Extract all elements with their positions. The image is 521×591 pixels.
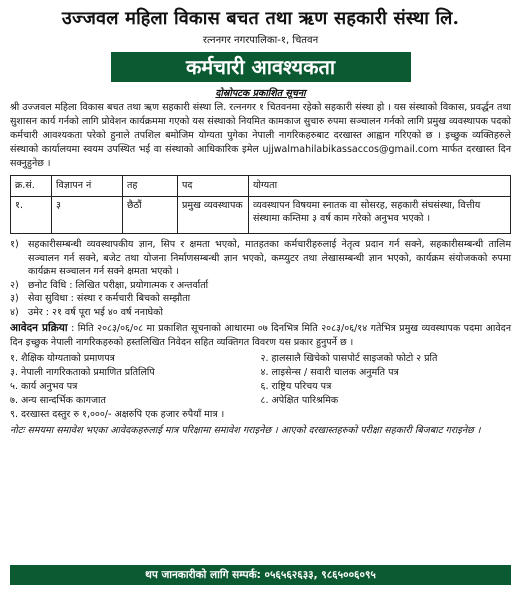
- col-level: तह: [123, 176, 178, 197]
- vacancy-banner: कर्मचारी आवश्यकता: [111, 52, 411, 82]
- list-item: [10, 352, 511, 366]
- notice-subheading: दोस्रोपटक प्रकाशित सूचना: [215, 88, 306, 99]
- list-item: [10, 238, 511, 279]
- fee-line: ९. दरखास्त दस्तुर रु १,०००/- अक्षरुपि एक हजार रुपैयाँ मात्र ।: [10, 409, 225, 420]
- table-row: [11, 197, 511, 234]
- item-number: ४): [10, 306, 19, 318]
- cell-serial: १.: [11, 197, 52, 234]
- conditions-list: [10, 238, 511, 319]
- notice-paragraph: श्री उज्जवल महिला विकास बचत तथा ऋण सहकारी संस्था लि. रत्ननगर १ चितवनमा रहेको सहकारी संस्था हो । यस संस्थाको विकास, प्रवर्द्धन तथा सुशासन कार्य गर्नको लागि प्रोवेशन कार्यक्रममा गएको यस संस्थाको नियमित कामकाज सुचारु रुपमा सञ्चालन गर्नको लागि प्रमुख व्यवस्थापक पदको कर्मचारी आवश्यकता परेको हुनाले तपशिल बमोजिम योग्यता पुगेका नेपाली नागरिकहरुबाट दरखास्त आह्वान गरिएको छ । इच्छुक व्यक्तिहरुले संस्थाको कार्यालयमा स्वयम उपस्थित भई वा संस्थाको आधिकारिक इमेल ujjwalmahilabikassaccos@gmail.com मार्फत दरखास्त दिन सक्नुहुनेछ ।: [10, 102, 511, 169]
- document-item: ३. नेपाली नागरिकताको प्रमाणित प्रतिलिपि: [10, 367, 155, 378]
- organization-address: रत्ननगर नगरपालिका-१, चितवन: [202, 35, 319, 46]
- document-item: २. हालसालै खिचेको पासपोर्ट साइजको फोटो २ प्रति: [260, 353, 438, 364]
- col-qualification: योग्यता: [249, 176, 511, 197]
- document-item: ६. राष्ट्रिय परिचय पत्र: [260, 381, 332, 392]
- document-item: ४. लाइसेन्स / सवारी चालक अनुमति पत्र: [260, 367, 399, 378]
- document-item: ८. अपेक्षित पारिश्रमिक: [260, 395, 339, 406]
- list-item: [10, 306, 511, 320]
- documents-list: [10, 352, 511, 422]
- list-item: [10, 394, 511, 408]
- document-item: ७. अन्य सान्दर्भिक कागजात: [10, 395, 106, 406]
- item-text: सहकारीसम्बन्धी व्यवस्थापकीय ज्ञान, सिप र क्षमता भएको, मातहतका कर्मचारीहरुलाई नेतृत्व प्रदान गर्न सक्ने, सहकारीसम्बन्धी तालिम सञ्चालन गर्न सक्ने, बजेट तथा योजना निर्माणसम्बन्धी ज्ञान भएको, कम्प्युटर तथा लेखासम्बन्धी ज्ञान भएको, कार्यक्रम संयोजकको रुपमा कार्यक्रम सञ्चालन गर्न सक्ने क्षमता भएको ।: [28, 239, 511, 277]
- cell-qualification: व्यवस्थापन विषयमा स्नातक वा सोसरह, सहकारी संघसंस्था, वित्तीय संस्थामा कम्तिमा ३ वर्ष काम गरेको अनुभव भएको ।: [249, 197, 511, 234]
- application-process: [10, 321, 511, 350]
- item-number: १): [10, 239, 19, 250]
- item-text: सेवा सुविधा : संस्था र कर्मचारी बिचको सम्झौता: [28, 293, 191, 304]
- list-item: [10, 366, 511, 380]
- col-advert-no: विज्ञापन नं: [52, 176, 123, 197]
- cell-advert-no: ३: [52, 197, 123, 234]
- list-item: [10, 292, 511, 306]
- table-header-row: [11, 176, 511, 197]
- item-text: उमेर : २१ वर्ष पूरा भई ४० वर्ष ननाघेको: [28, 306, 163, 318]
- organization-name: उज्जवल महिला विकास बचत तथा ऋण सहकारी संस्था लि.: [61, 8, 460, 29]
- vacancy-table: [10, 175, 511, 234]
- item-number: २): [10, 279, 19, 291]
- item-number: ३): [10, 293, 19, 304]
- col-post: पद: [178, 176, 249, 197]
- list-item: [10, 380, 511, 394]
- document-item: १. शैक्षिक योग्यताको प्रमाणपत्र: [10, 353, 115, 364]
- col-serial: क्र.सं.: [11, 176, 52, 197]
- note-text: नोटः समयमा समावेश भएका आवेदकहरुलाई मात्र परिक्षामा समावेश गराइनेछ । आएको दरखास्तहरुको परीक्षा सहकारी बिजबाट गराइनेछ ।: [10, 425, 481, 436]
- item-text: छनोट विधि : लिखित परीक्षा, प्रयोगात्मक र अन्तर्वार्ता: [28, 279, 209, 291]
- cell-level: छैठौं: [123, 197, 178, 234]
- application-label: आवेदन प्रक्रिया: [10, 322, 68, 334]
- document-item: ५. कार्य अनुभव पत्र: [10, 381, 78, 392]
- contact-footer: थप जानकारीको लागि सम्पर्क: ०५६५६२६३३, ९८६५००६०९५: [10, 565, 511, 585]
- list-item: [10, 279, 511, 293]
- cell-post: प्रमुख व्यवस्थापक: [178, 197, 249, 234]
- application-text: : मिति २०८३/०६/०८ मा प्रकाशित सूचनाको आधारमा ०७ दिनभित्र मिति २०८३/०६/१४ गतेभित्र प्रमुख व्यवस्थापक पदमा आवेदन दिन इच्छुक नेपाली नागरिकहरुको हस्तलिखित निवेदन सहित व्यक्तिगत विवरण यस प्रकार हुनुपर्ने छ ।: [10, 323, 511, 348]
